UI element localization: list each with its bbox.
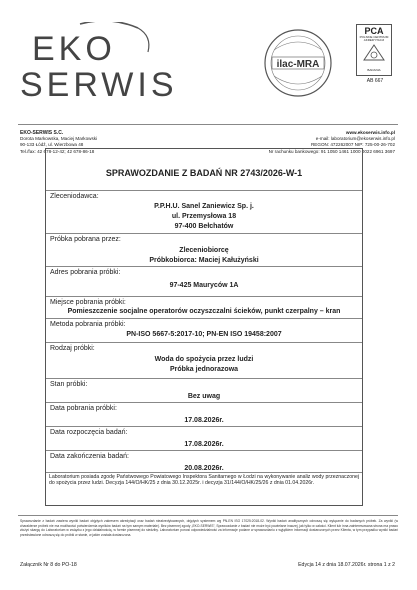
- header-divider: [18, 124, 398, 125]
- date-start-value: 17.08.2026r.: [184, 441, 224, 448]
- lab-note-divider: [46, 472, 362, 473]
- address-value: 97-425 Mauryców 1A: [169, 282, 239, 289]
- address-label: Adres pobrania próbki:: [50, 269, 121, 276]
- company-phone: Tel./fax: 42 678-12-42; 42 678-86-18: [20, 148, 95, 154]
- place-label: Miejsce pobrania próbki:: [50, 299, 126, 306]
- date-sampled-section: [46, 402, 362, 427]
- pca-subtitle-2: BADANIA: [367, 68, 381, 72]
- sample-type-value-1: Woda do spożycia przez ludzi: [154, 356, 254, 363]
- ilac-text: ilac-MRA: [276, 59, 320, 70]
- client-street: ul. Przemysłowa 18: [171, 213, 237, 220]
- logo-line1: EKO: [32, 30, 116, 68]
- date-end-label: Data zakończenia badań:: [50, 453, 129, 460]
- method-value: PN-ISO 5667-5:2017-10; PN-EN ISO 19458:2007: [126, 331, 282, 338]
- place-value: Pomieszczenie socjalne operatorów oczyszczalni ścieków, punkt czerpalny – kran: [67, 308, 341, 315]
- pca-code: AB 667: [366, 78, 384, 84]
- company-owners: Dorota Markowska, Maciej Markowski: [20, 136, 98, 142]
- method-section: [46, 318, 362, 343]
- logo-line2: SERWIS: [20, 66, 178, 102]
- company-account: Nr rachunku bankowego: 91 1050 1461 1000 0022 6961 3697: [268, 148, 395, 154]
- date-start-section: [46, 426, 362, 451]
- sample-type-section: [46, 342, 362, 379]
- sampler-name: Próbkobiorca: Maciej Kałużyński: [149, 257, 259, 264]
- date-sampled-value: 17.08.2026r.: [184, 417, 224, 424]
- client-name: P.P.H.U. Sanel Zaniewicz Sp. j.: [154, 203, 254, 210]
- date-end-section: [46, 450, 362, 473]
- company-name: EKO-SERWIS S.C.: [20, 130, 64, 136]
- footer-attachment: Załącznik Nr 8 do PO-18: [20, 562, 77, 568]
- state-value: Bez uwag: [187, 393, 221, 400]
- footer-edition: Edycja 14 z dnia 18.07.2026r. strona 1 z 2: [298, 562, 395, 568]
- footer-disclaimer: Sprawozdanie z badań zawiera wyniki badań objętych zakresem akredytacji oraz badań nieakredytowanych, objętych systemem wg PN-EN ISO 17025:2018-02. Wyniki badań analitycznych odnoszą się wyłącznie do badanych próbek. Za wyniki (w charakterze próbek nie ma możliwości potwierdzenia wyników badań na tym samym materiale). Bez pisemnej zgody „EKO-SERWIS”, Sprawozdanie z badań nie może być powielane inaczej, jak tylko w całości. Klient lub inna zainteresowana strona ma prawo złożyć skargę do Laboratorium w związku z jego działalnością, w formie pisemnej do siedziby. Laboratorium ponosi odpowiedzialność za informacje podane w sprawozdaniu z wyjątkiem informacji dostarczonych przez Klienta, w tym przypadku wyniki badań przedstawione odnoszą się do próbki w stanie, w jakim została dostarczona.: [20, 519, 398, 537]
- pca-mark: [356, 24, 394, 90]
- sampled-by-value: Zleceniobiorcę: [179, 247, 229, 254]
- sampled-by-label: Próbka pobrana przez:: [50, 236, 121, 243]
- sample-type-value-2: Próbka jednorazowa: [169, 366, 239, 373]
- date-end-value: 20.08.2026r.: [184, 465, 224, 472]
- date-sampled-label: Data pobrania próbki:: [50, 405, 117, 412]
- pca-emblem-icon: [360, 42, 388, 64]
- report-title: SPRAWOZDANIE Z BADAŃ NR 2743/2026-W-1: [105, 168, 303, 178]
- company-email: e-mail: laboratorium@ekoserwis.info.pl: [315, 136, 395, 142]
- company-regon: REGON: 472262007 NIP: 725-00-26-702: [310, 142, 395, 148]
- footer-divider: [18, 515, 398, 516]
- state-label: Stan próbki:: [50, 381, 88, 388]
- place-section: [46, 296, 362, 319]
- client-label: Zleceniodawca:: [50, 193, 99, 200]
- ilac-mra-mark: [262, 28, 334, 98]
- company-address: 90-133 Łódź, ul. Wierzbowa 48: [20, 142, 84, 148]
- pca-subtitle: POLSKIE CENTRUM AKREDYTACJI: [359, 35, 389, 42]
- address-section: [46, 266, 362, 297]
- client-city: 97-400 Bełchatów: [174, 223, 234, 230]
- pca-title: PCA: [364, 26, 384, 36]
- sampled-by-section: [46, 233, 362, 267]
- sample-type-label: Rodzaj próbki:: [50, 345, 95, 352]
- state-section: [46, 378, 362, 403]
- company-website: www.ekoserwis.info.pl: [345, 130, 395, 135]
- date-start-label: Data rozpoczęcia badań:: [50, 429, 128, 436]
- lab-permission-note: Laboratorium posiada zgodę Państwowego Powiatowego Inspektora Sanitarnego w Łodzi na wykonywanie analiz wody przeznaczonej do spożycia przez ludzi. Decyzja 144/O/HK/25 z dnia 30.12.2025r. i decyzja 31/144/O/HK/25/26 z dnia 01.04.2026r.: [49, 474, 359, 487]
- company-logo: [20, 22, 180, 102]
- method-label: Metoda pobrania próbki:: [50, 321, 126, 328]
